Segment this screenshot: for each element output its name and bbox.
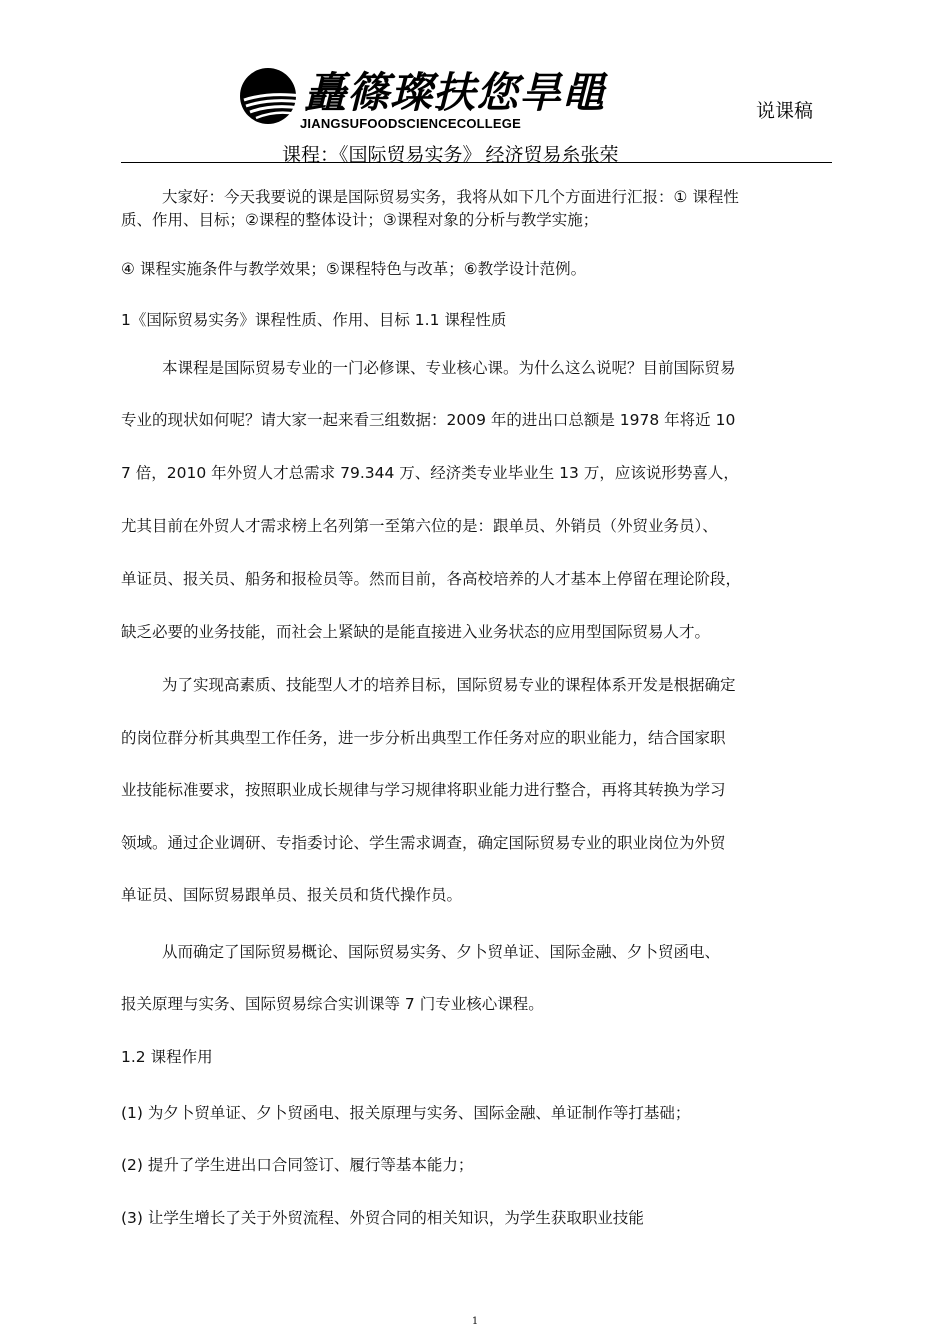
paragraph-line: 尤其目前在外贸人才需求榜上名列第一至第六位的是：跟单员、外销员（外贸业务员）、	[121, 517, 718, 535]
section-heading: 1.2 课程作用	[121, 1048, 213, 1066]
list-item: (2) 提升了学生进出口合同签订、履行等基本能力；	[121, 1156, 474, 1174]
paragraph-line: 从而确定了国际贸易概论、国际贸易实务、夕卜贸单证、国际金融、夕卜贸函电、	[162, 943, 721, 961]
list-item: (1) 为夕卜贸单证、夕卜贸函电、报关原理与实务、国际金融、单证制作等打基础；	[121, 1104, 691, 1122]
paragraph-line: 单证员、报关员、船务和报检员等。然而目前，各高校培养的人才基本上停留在理论阶段，	[121, 570, 742, 588]
brand-english-name: JIANGSUFOODSCIENCECOLLEGE	[300, 116, 521, 131]
header-divider	[121, 162, 832, 163]
paragraph-line: 质、作用、目标；②课程的整体设计；③课程对象的分析与教学实施；	[121, 211, 599, 229]
paragraph-line: 业技能标准要求，按照职业成长规律与学习规律将职业能力进行整合，再将其转换为学习	[121, 781, 726, 799]
paragraph-line: 大家好：今天我要说的课是国际贸易实务，我将从如下几个方面进行汇报：① 课程性	[162, 188, 739, 206]
paragraph-line: 领域。通过企业调研、专指委讨论、学生需求调查，确定国际贸易专业的职业岗位为外贸	[121, 834, 726, 852]
list-item: (3) 让学生增长了关于外贸流程、外贸合同的相关知识，为学生获取职业技能	[121, 1209, 644, 1227]
document-type: 说课稿	[756, 100, 814, 122]
department-author: 经济贸易糸张荣	[485, 144, 619, 166]
brand-name: 矗篠璨扶您旱黽	[304, 68, 606, 117]
paragraph-line: 为了实现高素质、技能型人才的培养目标，国际贸易专业的课程体系开发是根据确定	[162, 676, 736, 694]
paragraph-line: ④ 课程实施条件与教学效果；⑤课程特色与改革；⑥教学设计范例。	[121, 260, 587, 278]
college-logo-icon	[238, 66, 304, 126]
paragraph-line: 7 倍，2010 年外贸人才总需求 79.344 万、经济类专业毕业生 13 万，应该说形势喜人，	[121, 464, 739, 482]
paragraph-line: 单证员、国际贸易跟单员、报关员和货代操作员。	[121, 886, 463, 904]
section-heading: 1《国际贸易实务》课程性质、作用、目标 1.1 课程性质	[121, 311, 507, 329]
paragraph-line: 报关原理与实务、国际贸易综合实训课等 7 门专业核心课程。	[121, 995, 544, 1013]
page-number: 1	[471, 1316, 479, 1327]
paragraph-line: 专业的现状如何呢？请大家一起来看三组数据：2009 年的进出口总额是 1978 年将近 10	[121, 411, 736, 429]
paragraph-line: 的岗位群分析其典型工作任务，进一步分析出典型工作任务对应的职业能力，结合国家职	[121, 729, 726, 747]
course-label: 课程：《国际贸易实务》	[282, 144, 482, 166]
paragraph-line: 缺乏必要的业务技能，而社会上紧缺的是能直接进入业务状态的应用型国际贸易人才。	[121, 623, 711, 641]
paragraph-line: 本课程是国际贸易专业的一门必修课、专业核心课。为什么这么说呢？目前国际贸易	[162, 359, 736, 377]
